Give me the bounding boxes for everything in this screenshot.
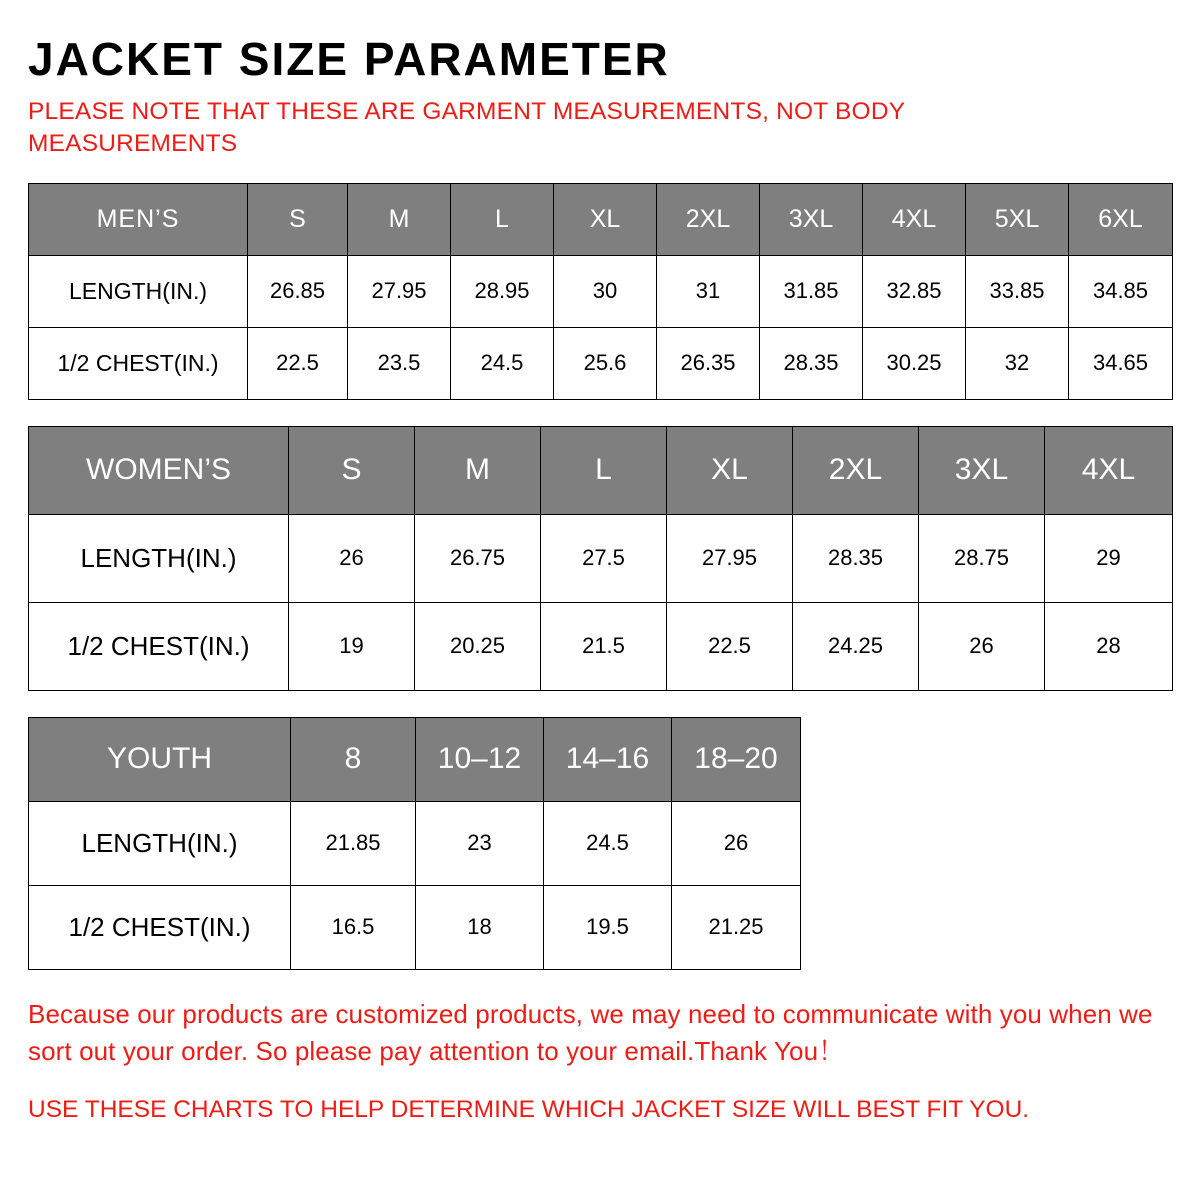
youth-chest-10-12: 18 — [416, 885, 544, 969]
womens-length-3xl: 28.75 — [919, 514, 1045, 602]
bottom-note-usage: USE THESE CHARTS TO HELP DETERMINE WHICH JACKET SIZE WILL BEST FIT YOU. — [28, 1096, 1030, 1124]
mens-chest-6xl: 34.65 — [1069, 327, 1173, 399]
mens-length-3xl: 31.85 — [760, 255, 863, 327]
womens-length-s: 26 — [289, 514, 415, 602]
womens-length-label: LENGTH(IN.) — [29, 514, 289, 602]
womens-chest-s: 19 — [289, 602, 415, 690]
womens-length-2xl: 28.35 — [793, 514, 919, 602]
mens-length-xl: 30 — [554, 255, 657, 327]
youth-length-14-16: 24.5 — [544, 801, 672, 885]
youth-chest-14-16: 19.5 — [544, 885, 672, 969]
womens-header-m: M — [415, 426, 541, 514]
womens-chest-m: 20.25 — [415, 602, 541, 690]
mens-length-6xl: 34.85 — [1069, 255, 1173, 327]
womens-header-xl: XL — [667, 426, 793, 514]
table-header-row — [29, 717, 801, 801]
womens-header-2xl: 2XL — [793, 426, 919, 514]
table-header-row — [29, 426, 1173, 514]
mens-length-4xl: 32.85 — [863, 255, 966, 327]
mens-header-4xl: 4XL — [863, 183, 966, 255]
mens-header-m: M — [348, 183, 451, 255]
youth-chest-label: 1/2 CHEST(IN.) — [29, 885, 291, 969]
mens-length-l: 28.95 — [451, 255, 554, 327]
womens-size-table — [28, 426, 1173, 691]
bottom-note-customization: Because our products are customized products, we may need to communicate with you when we sort out your order. So please pay attention to your email.Thank You！ — [28, 998, 1153, 1067]
mens-chest-xl: 25.6 — [554, 327, 657, 399]
womens-header-s: S — [289, 426, 415, 514]
womens-chest-xl: 22.5 — [667, 602, 793, 690]
mens-chest-m: 23.5 — [348, 327, 451, 399]
womens-header-label: WOMEN’S — [29, 426, 289, 514]
mens-header-l: L — [451, 183, 554, 255]
mens-chest-3xl: 28.35 — [760, 327, 863, 399]
womens-header-l: L — [541, 426, 667, 514]
youth-length-label: LENGTH(IN.) — [29, 801, 291, 885]
youth-header-14-16: 14–16 — [544, 717, 672, 801]
womens-chest-3xl: 26 — [919, 602, 1045, 690]
mens-chest-4xl: 30.25 — [863, 327, 966, 399]
mens-length-label: LENGTH(IN.) — [29, 255, 248, 327]
youth-size-table — [28, 717, 801, 970]
page-title: JACKET SIZE PARAMETER — [28, 33, 670, 85]
mens-header-2xl: 2XL — [657, 183, 760, 255]
womens-length-l: 27.5 — [541, 514, 667, 602]
womens-chest-l: 21.5 — [541, 602, 667, 690]
table-row — [29, 801, 801, 885]
womens-chest-2xl: 24.25 — [793, 602, 919, 690]
mens-chest-s: 22.5 — [248, 327, 348, 399]
mens-length-5xl: 33.85 — [966, 255, 1069, 327]
mens-header-s: S — [248, 183, 348, 255]
mens-length-2xl: 31 — [657, 255, 760, 327]
youth-header-10-12: 10–12 — [416, 717, 544, 801]
youth-header-8: 8 — [291, 717, 416, 801]
mens-length-s: 26.85 — [248, 255, 348, 327]
mens-header-6xl: 6XL — [1069, 183, 1173, 255]
mens-size-table — [28, 183, 1173, 400]
womens-length-xl: 27.95 — [667, 514, 793, 602]
youth-length-18-20: 26 — [672, 801, 801, 885]
mens-length-m: 27.95 — [348, 255, 451, 327]
womens-header-3xl: 3XL — [919, 426, 1045, 514]
youth-header-18-20: 18–20 — [672, 717, 801, 801]
mens-chest-label: 1/2 CHEST(IN.) — [29, 327, 248, 399]
mens-header-5xl: 5XL — [966, 183, 1069, 255]
mens-header-3xl: 3XL — [760, 183, 863, 255]
table-row — [29, 514, 1173, 602]
womens-header-4xl: 4XL — [1045, 426, 1173, 514]
mens-chest-2xl: 26.35 — [657, 327, 760, 399]
table-row — [29, 602, 1173, 690]
top-note: PLEASE NOTE THAT THESE ARE GARMENT MEASUREMENTS, NOT BODY MEASUREMENTS — [28, 98, 905, 158]
table-header-row — [29, 183, 1173, 255]
womens-length-m: 26.75 — [415, 514, 541, 602]
table-row — [29, 885, 801, 969]
youth-length-8: 21.85 — [291, 801, 416, 885]
mens-chest-l: 24.5 — [451, 327, 554, 399]
youth-chest-8: 16.5 — [291, 885, 416, 969]
mens-header-label: MEN’S — [29, 183, 248, 255]
mens-chest-5xl: 32 — [966, 327, 1069, 399]
table-row — [29, 327, 1173, 399]
youth-length-10-12: 23 — [416, 801, 544, 885]
mens-header-xl: XL — [554, 183, 657, 255]
youth-chest-18-20: 21.25 — [672, 885, 801, 969]
womens-length-4xl: 29 — [1045, 514, 1173, 602]
table-row — [29, 255, 1173, 327]
womens-chest-4xl: 28 — [1045, 602, 1173, 690]
youth-header-label: YOUTH — [29, 717, 291, 801]
womens-chest-label: 1/2 CHEST(IN.) — [29, 602, 289, 690]
